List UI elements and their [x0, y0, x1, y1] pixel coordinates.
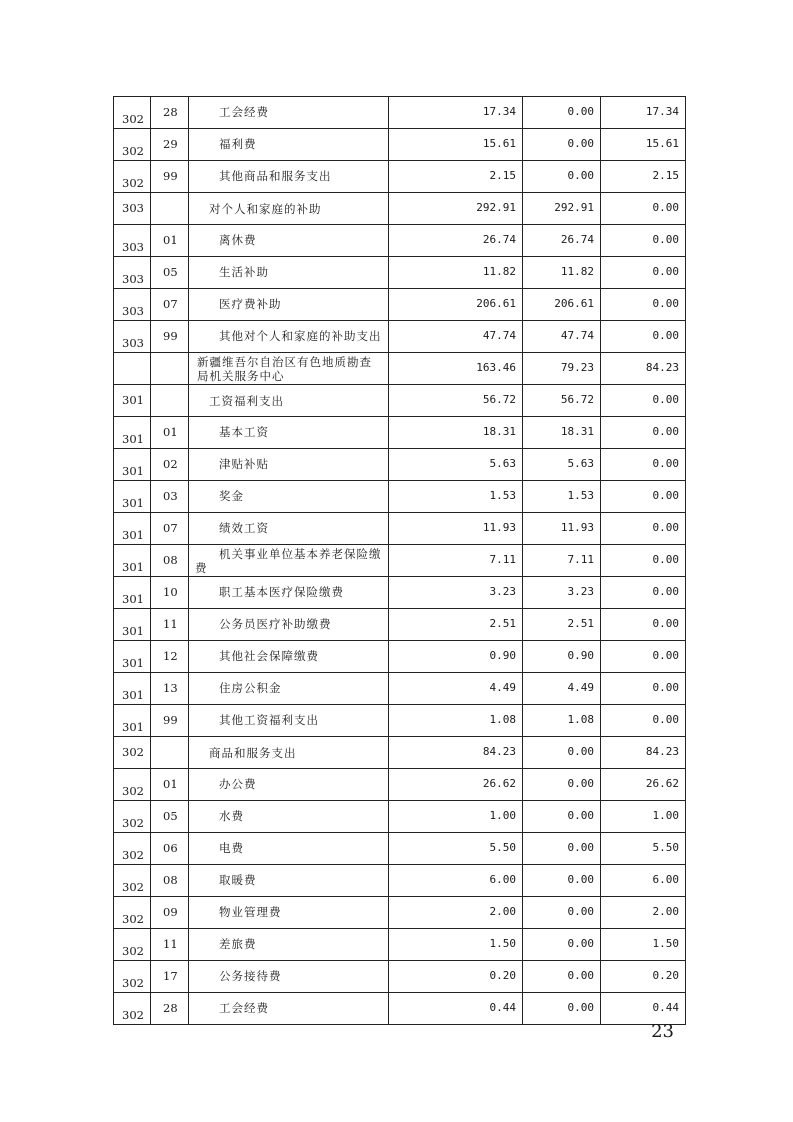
- total-value: 56.72: [482, 393, 516, 406]
- class-code: 301: [122, 528, 144, 542]
- table-row: [114, 577, 686, 609]
- project-value: 0.00: [652, 201, 679, 214]
- table-row: [114, 161, 686, 193]
- class-code: 302: [122, 176, 144, 190]
- item-code: 07: [163, 297, 178, 311]
- class-code: 303: [122, 201, 144, 215]
- item-name: 商品和服务支出: [209, 746, 297, 760]
- item-name: 住房公积金: [219, 681, 282, 695]
- project-value: 0.00: [652, 489, 679, 502]
- table-row: [114, 897, 686, 929]
- item-code: 05: [163, 809, 178, 823]
- item-code: 08: [163, 553, 178, 567]
- basic-value: 0.90: [567, 649, 594, 662]
- table-row: [114, 769, 686, 801]
- project-value: 0.00: [652, 681, 679, 694]
- item-name: 其他社会保障缴费: [219, 649, 319, 663]
- basic-value: 11.82: [560, 265, 594, 278]
- item-name: 水费: [219, 809, 244, 823]
- total-value: 163.46: [476, 361, 516, 374]
- table-row: [114, 801, 686, 833]
- table-row: [114, 513, 686, 545]
- basic-value: 292.91: [554, 201, 594, 214]
- class-code: 302: [122, 1008, 144, 1022]
- project-value: 17.34: [645, 105, 679, 118]
- item-code: 03: [163, 489, 178, 503]
- project-value: 1.50: [652, 937, 679, 950]
- class-code: 301: [122, 496, 144, 510]
- item-name: 公务接待费: [219, 969, 282, 983]
- project-value: 84.23: [645, 745, 679, 758]
- class-code: 302: [122, 944, 144, 958]
- total-value: 26.62: [482, 777, 516, 790]
- item-name: 取暖费: [219, 873, 257, 887]
- item-name: 物业管理费: [219, 905, 282, 919]
- class-code: 302: [122, 144, 144, 158]
- class-code: 301: [122, 432, 144, 446]
- item-name: 医疗费补助: [219, 297, 282, 311]
- item-name: 公务员医疗补助缴费: [219, 617, 332, 631]
- item-code: 99: [163, 713, 178, 727]
- class-code: 302: [122, 912, 144, 926]
- table-row: [114, 641, 686, 673]
- item-name: 电费: [219, 841, 244, 855]
- class-code: 301: [122, 720, 144, 734]
- table-row: [114, 129, 686, 161]
- project-value: 0.20: [652, 969, 679, 982]
- item-name: 职工基本医疗保险缴费: [219, 585, 344, 599]
- basic-value: 206.61: [554, 297, 594, 310]
- item-name: 差旅费: [219, 937, 257, 951]
- item-code: 09: [163, 905, 178, 919]
- table-row: [114, 833, 686, 865]
- table-row: [114, 289, 686, 321]
- total-value: 17.34: [482, 105, 516, 118]
- item-name: 工会经费: [219, 105, 269, 119]
- basic-value: 1.08: [567, 713, 594, 726]
- class-code: 302: [122, 880, 144, 894]
- project-value: 0.00: [652, 553, 679, 566]
- total-value: 2.15: [489, 169, 516, 182]
- basic-value: 0.00: [567, 969, 594, 982]
- item-name: 津贴补贴: [219, 457, 269, 471]
- project-value: 0.00: [652, 297, 679, 310]
- total-value: 0.90: [489, 649, 516, 662]
- item-code: 08: [163, 873, 178, 887]
- total-value: 47.74: [482, 329, 516, 342]
- basic-value: 0.00: [567, 1001, 594, 1014]
- total-value: 15.61: [482, 137, 516, 150]
- project-value: 1.00: [652, 809, 679, 822]
- total-value: 7.11: [489, 553, 516, 566]
- project-value: 0.00: [652, 713, 679, 726]
- basic-value: 79.23: [560, 361, 594, 374]
- basic-value: 4.49: [567, 681, 594, 694]
- basic-value: 0.00: [567, 873, 594, 886]
- project-value: 0.00: [652, 265, 679, 278]
- total-value: 2.00: [489, 905, 516, 918]
- table-row: [114, 609, 686, 641]
- item-code: 06: [163, 841, 178, 855]
- table-row: [114, 961, 686, 993]
- basic-value: 0.00: [567, 105, 594, 118]
- item-name: 基本工资: [219, 425, 269, 439]
- table-row: [114, 929, 686, 961]
- project-value: 0.00: [652, 521, 679, 534]
- item-name-line-2: 费: [195, 561, 208, 575]
- item-name: 其他商品和服务支出: [219, 169, 332, 183]
- basic-value: 0.00: [567, 137, 594, 150]
- basic-value: 5.63: [567, 457, 594, 470]
- project-value: 0.44: [652, 1001, 679, 1014]
- item-name: [195, 547, 385, 575]
- project-value: 0.00: [652, 585, 679, 598]
- table-body: [114, 97, 686, 1025]
- project-value: 15.61: [645, 137, 679, 150]
- basic-value: 7.11: [567, 553, 594, 566]
- class-code: 301: [122, 592, 144, 606]
- basic-value: 0.00: [567, 937, 594, 950]
- total-value: 26.74: [482, 233, 516, 246]
- item-name: 奖金: [219, 489, 244, 503]
- item-code: 99: [163, 329, 178, 343]
- class-code: 302: [122, 848, 144, 862]
- basic-value: 0.00: [567, 745, 594, 758]
- item-name: 离休费: [219, 233, 257, 247]
- project-value: 5.50: [652, 841, 679, 854]
- table-row: [114, 993, 686, 1025]
- total-value: 3.23: [489, 585, 516, 598]
- project-value: 0.00: [652, 457, 679, 470]
- project-value: 0.00: [652, 649, 679, 662]
- item-code: 13: [163, 681, 178, 695]
- table-row: [114, 225, 686, 257]
- class-code: 301: [122, 624, 144, 638]
- project-value: 84.23: [645, 361, 679, 374]
- total-value: 1.00: [489, 809, 516, 822]
- class-code: 301: [122, 688, 144, 702]
- project-value: 0.00: [652, 329, 679, 342]
- total-value: 1.53: [489, 489, 516, 502]
- table-row: [114, 865, 686, 897]
- basic-value: 11.93: [560, 521, 594, 534]
- unit-name: 新疆维吾尔自治区有色地质勘查局机关服务中心: [197, 355, 372, 383]
- total-value: 0.44: [489, 1001, 516, 1014]
- item-code: 05: [163, 265, 178, 279]
- project-value: 0.00: [652, 425, 679, 438]
- table-row: [114, 193, 686, 225]
- basic-value: 18.31: [560, 425, 594, 438]
- total-value: 5.50: [489, 841, 516, 854]
- page-number: 23: [651, 1021, 674, 1042]
- table-row: [114, 97, 686, 129]
- item-code: 12: [163, 649, 178, 663]
- table-row: [114, 385, 686, 417]
- total-value: 0.20: [489, 969, 516, 982]
- total-value: 18.31: [482, 425, 516, 438]
- basic-value: 2.51: [567, 617, 594, 630]
- item-code: 01: [163, 233, 178, 247]
- project-value: 6.00: [652, 873, 679, 886]
- total-value: 4.49: [489, 681, 516, 694]
- total-value: 292.91: [476, 201, 516, 214]
- item-name: 福利费: [219, 137, 257, 151]
- class-code: 302: [122, 745, 144, 759]
- table-row: [114, 673, 686, 705]
- total-value: 84.23: [482, 745, 516, 758]
- item-name: 其他工资福利支出: [219, 713, 319, 727]
- item-name: 工资福利支出: [209, 394, 284, 408]
- basic-value: 26.74: [560, 233, 594, 246]
- total-value: 1.50: [489, 937, 516, 950]
- total-value: 11.82: [482, 265, 516, 278]
- basic-value: 47.74: [560, 329, 594, 342]
- table-row: [114, 705, 686, 737]
- project-value: 0.00: [652, 233, 679, 246]
- item-name: 办公费: [219, 777, 257, 791]
- class-code: 303: [122, 304, 144, 318]
- basic-value: 56.72: [560, 393, 594, 406]
- basic-value: 0.00: [567, 809, 594, 822]
- item-code: 10: [163, 585, 178, 599]
- table-row: [114, 257, 686, 289]
- item-code: 11: [163, 937, 178, 951]
- item-name-line-1: 机关事业单位基本养老保险缴: [219, 547, 382, 561]
- total-value: 5.63: [489, 457, 516, 470]
- basic-value: 3.23: [567, 585, 594, 598]
- item-name: 工会经费: [219, 1001, 269, 1015]
- basic-value: 1.53: [567, 489, 594, 502]
- total-value: 2.51: [489, 617, 516, 630]
- project-value: 2.00: [652, 905, 679, 918]
- total-value: 11.93: [482, 521, 516, 534]
- table-row: [114, 417, 686, 449]
- class-code: 303: [122, 272, 144, 286]
- class-code: 303: [122, 336, 144, 350]
- basic-value: 0.00: [567, 777, 594, 790]
- item-name: 对个人和家庭的补助: [209, 202, 322, 216]
- item-name: 其他对个人和家庭的补助支出: [219, 329, 382, 343]
- project-value: 0.00: [652, 617, 679, 630]
- class-code: 303: [122, 240, 144, 254]
- table-row: [114, 321, 686, 353]
- project-value: 2.15: [652, 169, 679, 182]
- total-value: 1.08: [489, 713, 516, 726]
- project-value: 0.00: [652, 393, 679, 406]
- table-row: [114, 737, 686, 769]
- basic-value: 0.00: [567, 905, 594, 918]
- table-row: [114, 481, 686, 513]
- item-code: 28: [163, 1001, 178, 1015]
- class-code: 301: [122, 560, 144, 574]
- item-code: 01: [163, 425, 178, 439]
- project-value: 26.62: [645, 777, 679, 790]
- class-code: 302: [122, 112, 144, 126]
- class-code: 301: [122, 393, 144, 407]
- item-name: 生活补助: [219, 265, 269, 279]
- class-code: 302: [122, 784, 144, 798]
- class-code: 301: [122, 464, 144, 478]
- item-code: 28: [163, 105, 178, 119]
- item-code: 29: [163, 137, 178, 151]
- item-code: 99: [163, 169, 178, 183]
- basic-value: 0.00: [567, 841, 594, 854]
- class-code: 301: [122, 656, 144, 670]
- item-code: 11: [163, 617, 178, 631]
- basic-value: 0.00: [567, 169, 594, 182]
- table-row: [114, 353, 686, 385]
- item-code: 17: [163, 969, 178, 983]
- class-code: 302: [122, 816, 144, 830]
- item-name: 绩效工资: [219, 521, 269, 535]
- item-code: 07: [163, 521, 178, 535]
- class-code: 302: [122, 976, 144, 990]
- budget-table: [113, 96, 686, 1025]
- total-value: 206.61: [476, 297, 516, 310]
- total-value: 6.00: [489, 873, 516, 886]
- item-code: 02: [163, 457, 178, 471]
- item-code: 01: [163, 777, 178, 791]
- table-row: [114, 545, 686, 577]
- table-row: [114, 449, 686, 481]
